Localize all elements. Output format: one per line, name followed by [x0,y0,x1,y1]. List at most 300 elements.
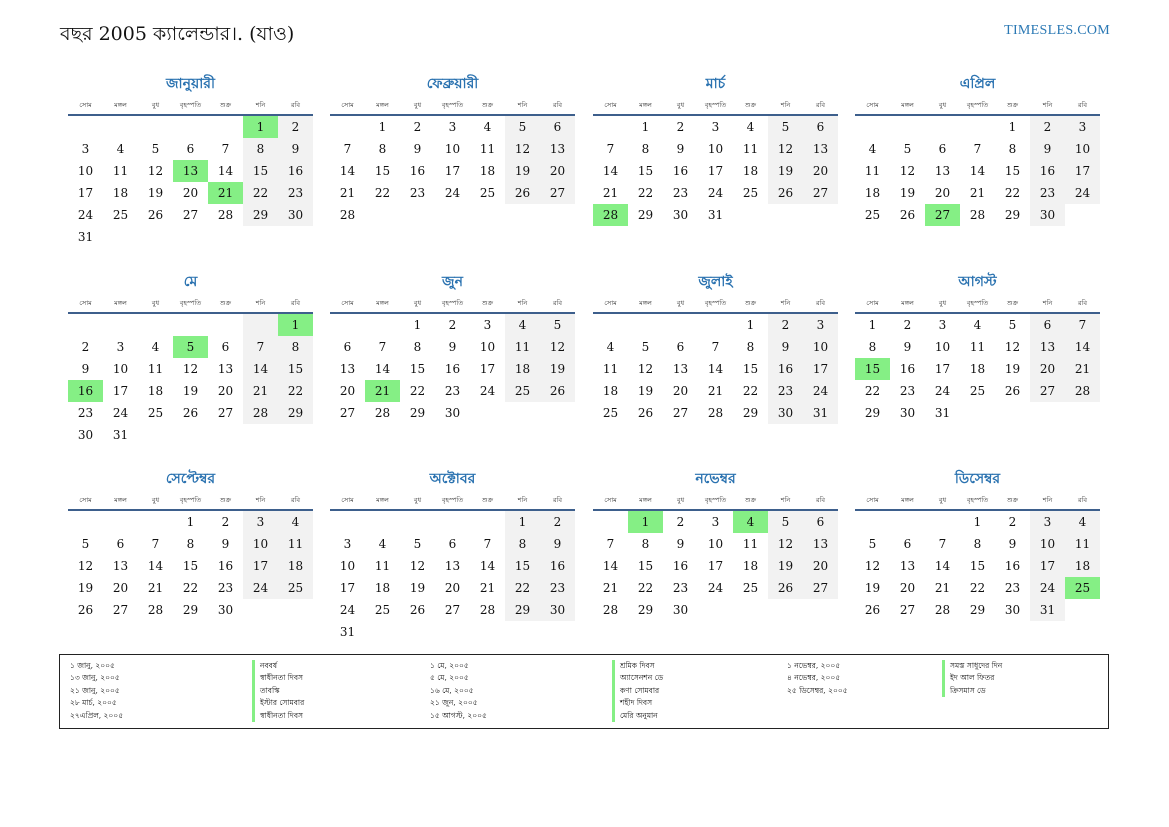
weekday-label: বুধ [676,495,685,504]
weekday-label: বৃহস্পতি [441,298,464,307]
day-cell: 17 [479,362,496,376]
empty-cell [243,424,278,446]
day-cell: 4 [973,318,982,332]
month-name: আগস্ট [958,274,997,290]
day-cell: 16 [409,164,426,178]
empty-cell [138,424,173,446]
day-cell: 27 [803,577,838,599]
day-cell: 29 [864,406,881,420]
holiday-name: স্বাধীনতা দিবস [252,672,304,684]
empty-cell [628,314,663,336]
day-cell: 10 [707,142,724,156]
holiday-name: তাবস্কি [252,685,304,697]
day-cell: 19 [768,555,803,577]
day-cell: 28 [243,402,278,424]
day-cell: 15 [505,555,540,577]
holiday-date: ৪ নভেম্বর, ২০০৫ [787,673,841,683]
day-cell: 22 [742,384,759,398]
day-cell: 2 [676,515,685,529]
weekday-label: শুক্র [481,495,494,504]
day-cell: 9 [1008,537,1017,551]
day-cell: 2 [768,314,803,336]
day-cell: 19 [1004,362,1021,376]
weekday-label: বৃহস্পতি [441,495,464,504]
weekday-header [330,294,575,312]
weekday-label: শুক্র [1006,298,1019,307]
day-cell: 30 [672,603,689,617]
day-cell: 10 [479,340,496,354]
day-cell: 13 [803,533,838,555]
weekday-label: রবি [1077,100,1088,109]
day-cell: 3 [711,515,720,529]
month-name: মার্চ [705,76,726,92]
day-cell: 27 [672,406,689,420]
weekday-label: বৃহস্পতি [966,495,989,504]
day-cell: 11 [505,336,540,358]
day-cell: 10 [707,537,724,551]
day-cell: 13 [1030,336,1065,358]
day-cell: 16 [1004,559,1021,573]
empty-cell [208,116,243,138]
weekday-label: মঙ্গল [639,100,652,109]
empty-cell [400,621,435,643]
day-cell: 14 [374,362,391,376]
day-cell: 21 [934,581,951,595]
weekday-label: সোম [341,100,354,109]
weekday-label: বুধ [676,298,685,307]
empty-cell [208,226,243,248]
day-cell: 21 [602,186,619,200]
day-cell: 12 [899,164,916,178]
day-cell: 1 [186,515,195,529]
day-cell: 25 [112,208,129,222]
day-cell: 22 [637,581,654,595]
day-cell: 23 [672,581,689,595]
day-cell: 20 [540,160,575,182]
empty-cell [330,511,365,533]
day-cell: 20 [899,581,916,595]
day-cell: 22 [637,186,654,200]
holiday-name: স্বাধীনতা দিবস [252,710,304,722]
day-cell: 25 [374,603,391,617]
month-block [855,467,1100,621]
holiday-date: ২১ জুন, ২০০৫ [430,698,478,708]
empty-cell [400,511,435,533]
day-cell: 12 [768,533,803,555]
site-link[interactable]: TIMESLES.COM [1004,23,1110,38]
day-cell: 5 [151,142,160,156]
weekday-label: বৃহস্পতি [704,298,727,307]
weekday-label: রবি [552,298,563,307]
weekday-label: বুধ [413,100,422,109]
month-block [855,72,1100,226]
day-cell: 31 [803,402,838,424]
day-cell: 30 [278,204,313,226]
empty-cell [803,599,838,621]
day-cell: 5 [540,314,575,336]
weekday-label: শনি [517,298,528,307]
weekday-header [330,491,575,509]
day-cell: 4 [606,340,615,354]
day-cell: 21 [1065,358,1100,380]
empty-cell [68,511,103,533]
empty-cell [365,621,400,643]
empty-cell [1065,204,1100,226]
month-name: এপ্রিল [959,76,996,92]
day-cell: 17 [1030,555,1065,577]
empty-cell [103,511,138,533]
empty-cell [208,314,243,336]
day-cell: 15 [409,362,426,376]
weekday-label: সোম [79,298,92,307]
day-cell: 22 [969,581,986,595]
weekday-label: বৃহস্পতি [966,298,989,307]
day-cell: 21 [147,581,164,595]
day-cell: 12 [77,559,94,573]
day-cell: 3 [711,120,720,134]
month-block [330,467,575,643]
day-cell: 31 [112,428,129,442]
day-grid [593,511,838,621]
day-cell: 24 [479,384,496,398]
day-cell: 8 [413,340,422,354]
day-cell: 6 [116,537,125,551]
day-cell: 16 [768,358,803,380]
day-cell: 19 [637,384,654,398]
empty-cell [663,314,698,336]
weekday-header [593,294,838,312]
day-cell: 1 [868,318,877,332]
day-cell: 18 [969,362,986,376]
day-cell: 11 [742,537,759,551]
weekday-label: রবি [552,100,563,109]
holiday-date: ৫ মে, ২০০৫ [430,673,469,683]
day-cell: 6 [448,537,457,551]
weekday-label: শুক্র [219,100,232,109]
day-cell: 30 [672,208,689,222]
weekday-label: মঙ্গল [376,495,389,504]
day-cell: 24 [444,186,461,200]
empty-cell [995,402,1030,424]
empty-cell [278,226,313,248]
empty-cell [173,116,208,138]
day-cell: 2 [1008,515,1017,529]
holiday-name: ক্রিসমাস ডে [942,685,1002,697]
day-cell: 19 [864,581,881,595]
empty-cell [593,511,628,533]
day-cell: 12 [1004,340,1021,354]
weekday-label: মঙ্গল [376,298,389,307]
holiday-day-cell: 4 [733,511,768,533]
day-cell: 7 [1065,314,1100,336]
day-cell: 18 [864,186,881,200]
day-cell: 30 [217,603,234,617]
weekday-label: সোম [866,298,879,307]
day-cell: 23 [444,384,461,398]
empty-cell [593,314,628,336]
day-cell: 8 [278,336,313,358]
weekday-label: শনি [780,298,791,307]
day-cell: 27 [1030,380,1065,402]
month-block [593,72,838,226]
day-cell: 22 [278,380,313,402]
month-block [68,270,313,446]
holiday-name: শ্রমিক দিবস [612,660,663,672]
month-block [330,72,575,226]
day-cell: 17 [1065,160,1100,182]
empty-cell [470,511,505,533]
month-block [855,270,1100,424]
month-name: জুন [442,274,463,290]
day-cell: 19 [147,186,164,200]
day-cell: 7 [606,537,615,551]
day-cell: 15 [182,559,199,573]
day-cell: 23 [540,577,575,599]
weekday-label: রবি [290,100,301,109]
day-cell: 13 [339,362,356,376]
day-cell: 23 [672,186,689,200]
empty-cell [400,204,435,226]
day-cell: 21 [243,380,278,402]
day-cell: 27 [540,182,575,204]
empty-cell [925,511,960,533]
day-cell: 7 [343,142,352,156]
day-cell: 17 [803,358,838,380]
day-cell: 13 [899,559,916,573]
empty-cell [68,314,103,336]
day-cell: 20 [182,186,199,200]
day-grid [68,314,313,446]
day-cell: 14 [1065,336,1100,358]
day-grid [855,314,1100,424]
weekday-label: বুধ [676,100,685,109]
day-cell: 26 [409,603,426,617]
empty-cell [173,424,208,446]
weekday-label: সোম [866,100,879,109]
day-cell: 18 [479,164,496,178]
weekday-label: সোম [604,495,617,504]
day-cell: 12 [637,362,654,376]
day-cell: 19 [899,186,916,200]
day-cell: 17 [339,581,356,595]
day-cell: 5 [505,116,540,138]
day-grid [593,116,838,226]
day-cell: 28 [1065,380,1100,402]
day-cell: 27 [217,406,234,420]
weekday-label: মঙ্গল [376,100,389,109]
weekday-label: মঙ্গল [901,495,914,504]
day-cell: 24 [1030,577,1065,599]
day-cell: 13 [444,559,461,573]
day-cell: 8 [243,138,278,160]
day-cell: 10 [444,142,461,156]
empty-cell [470,402,505,424]
day-cell: 12 [147,164,164,178]
empty-cell [470,204,505,226]
weekday-label: রবি [552,495,563,504]
holiday-date: ১৬ মে, ২০০৫ [430,685,474,695]
day-cell: 21 [479,581,496,595]
day-cell: 14 [147,559,164,573]
weekday-label: বুধ [413,298,422,307]
day-cell: 31 [1030,599,1065,621]
day-cell: 29 [243,204,278,226]
day-cell: 8 [641,537,650,551]
day-cell: 6 [803,116,838,138]
day-cell: 10 [1030,533,1065,555]
empty-cell [138,314,173,336]
day-cell: 3 [483,318,492,332]
day-cell: 20 [444,581,461,595]
day-cell: 5 [768,116,803,138]
weekday-label: বুধ [151,495,160,504]
day-cell: 24 [77,208,94,222]
day-cell: 19 [182,384,199,398]
holiday-date: ১ জানু, ২০০৫ [70,661,115,670]
day-cell: 11 [147,362,164,376]
weekday-label: বুধ [151,100,160,109]
empty-cell [243,599,278,621]
holiday-date: ২৫ ডিসেম্বর, ২০০৫ [787,685,848,695]
day-cell: 26 [147,208,164,222]
day-cell: 4 [378,537,387,551]
day-cell: 26 [77,603,94,617]
day-cell: 25 [278,577,313,599]
holiday-day-cell: 21 [208,182,243,204]
day-cell: 9 [540,533,575,555]
day-cell: 29 [742,406,759,420]
day-cell: 21 [339,186,356,200]
day-cell: 10 [243,533,278,555]
day-cell: 23 [1030,182,1065,204]
holiday-day-cell: 25 [1065,577,1100,599]
day-cell: 6 [186,142,195,156]
day-cell: 11 [864,164,881,178]
day-cell: 6 [540,116,575,138]
day-cell: 29 [637,208,654,222]
day-cell: 29 [409,406,426,420]
empty-cell [138,511,173,533]
day-cell: 14 [602,164,619,178]
month-name: জুলাই [698,274,733,290]
weekday-label: শনি [517,100,528,109]
day-cell: 16 [217,559,234,573]
empty-cell [925,116,960,138]
holiday-day-cell: 1 [628,511,663,533]
day-cell: 20 [1030,358,1065,380]
day-cell: 2 [540,511,575,533]
day-cell: 15 [278,358,313,380]
day-cell: 12 [864,559,881,573]
weekday-label: শুক্র [481,298,494,307]
holiday-names-col-1 [252,660,304,722]
empty-cell [330,116,365,138]
weekday-label: রবি [815,495,826,504]
day-cell: 2 [1030,116,1065,138]
empty-cell [103,314,138,336]
day-cell: 17 [707,559,724,573]
day-cell: 9 [448,340,457,354]
holiday-name: ইস্টার সোমবার [252,697,304,709]
holiday-day-cell: 15 [855,358,890,380]
day-cell: 3 [1065,116,1100,138]
weekday-label: রবি [290,298,301,307]
day-cell: 7 [606,142,615,156]
day-cell: 29 [969,603,986,617]
holiday-day-cell: 5 [173,336,208,358]
day-cell: 7 [483,537,492,551]
day-cell: 4 [1065,511,1100,533]
day-cell: 19 [540,358,575,380]
weekday-label: শুক্র [219,298,232,307]
day-cell: 18 [505,358,540,380]
day-cell: 9 [81,362,90,376]
day-cell: 8 [1008,142,1017,156]
day-cell: 5 [413,537,422,551]
day-cell: 6 [343,340,352,354]
empty-cell [960,116,995,138]
weekday-label: শনি [255,495,266,504]
day-cell: 8 [378,142,387,156]
day-cell: 29 [278,402,313,424]
holiday-name: সমস্ত সাধুদের দিন [942,660,1002,672]
day-cell: 3 [803,314,838,336]
empty-cell [330,314,365,336]
weekday-header [68,294,313,312]
day-cell: 26 [899,208,916,222]
empty-cell [1030,402,1065,424]
weekday-header [855,294,1100,312]
holiday-date: ১৩ জানু, ২০০৫ [70,673,120,683]
day-grid [330,314,575,424]
day-cell: 2 [221,515,230,529]
holiday-day-cell: 27 [925,204,960,226]
holiday-legend [59,654,1109,729]
empty-cell [103,116,138,138]
day-cell: 2 [903,318,912,332]
day-cell: 6 [1030,314,1065,336]
day-cell: 9 [903,340,912,354]
day-cell: 8 [746,340,755,354]
day-cell: 20 [112,581,129,595]
month-name: ডিসেম্বর [954,471,1001,487]
day-cell: 9 [413,142,422,156]
day-cell: 27 [112,603,129,617]
day-cell: 7 [938,537,947,551]
day-cell: 6 [903,537,912,551]
day-cell: 27 [182,208,199,222]
page-title: বছর 2005 ক্যালেন্ডার।. (যাও) [60,23,295,45]
day-cell: 26 [864,603,881,617]
empty-cell [68,116,103,138]
day-cell: 18 [112,186,129,200]
day-cell: 10 [77,164,94,178]
day-cell: 10 [112,362,129,376]
day-cell: 11 [374,559,391,573]
empty-cell [278,424,313,446]
day-cell: 28 [479,603,496,617]
day-cell: 1 [746,318,755,332]
day-cell: 29 [505,599,540,621]
day-cell: 16 [899,362,916,376]
day-cell: 11 [112,164,129,178]
holiday-date: ২১ জানু, ২০০৫ [70,685,120,695]
day-cell: 12 [505,138,540,160]
day-cell: 22 [374,186,391,200]
weekday-label: বৃহস্পতি [704,495,727,504]
weekday-header [593,96,838,114]
day-cell: 24 [243,577,278,599]
